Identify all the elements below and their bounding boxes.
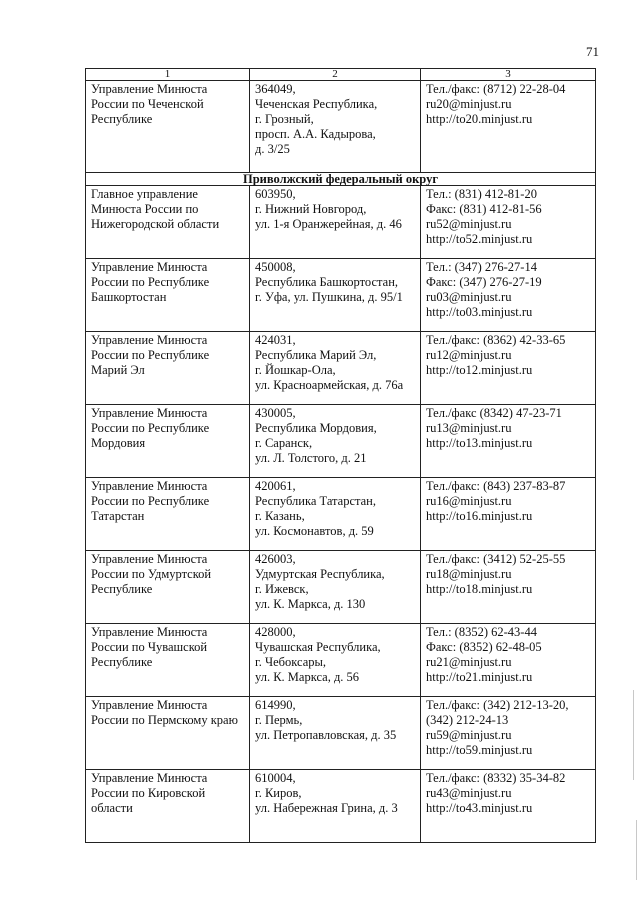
table-row bbox=[86, 81, 596, 173]
contacts-line: http://to21.minjust.ru bbox=[426, 670, 533, 684]
name-line: Управление Минюста bbox=[91, 260, 208, 274]
address-line: ул. Космонавтов, д. 59 bbox=[255, 524, 374, 538]
column-number-2: 2 bbox=[250, 69, 421, 81]
address-line: г. Чебоксары, bbox=[255, 655, 327, 669]
name-line: Управление Минюста bbox=[91, 406, 208, 420]
contacts-line: Тел./факс: (8362) 42-33-65 bbox=[426, 333, 566, 347]
name-line: Управление Минюста bbox=[91, 698, 208, 712]
name-line: Управление Минюста bbox=[91, 625, 208, 639]
contacts-line: Тел.: (831) 412-81-20 bbox=[426, 187, 537, 201]
contacts-line: http://to03.minjust.ru bbox=[426, 305, 533, 319]
cell-address bbox=[250, 697, 421, 770]
cell-contacts bbox=[421, 770, 596, 843]
address-line: 364049, bbox=[255, 82, 296, 96]
name-line: России по Республике bbox=[91, 348, 210, 362]
cell-address bbox=[250, 259, 421, 332]
contacts-line: ru20@minjust.ru bbox=[426, 97, 512, 111]
cell-address bbox=[250, 186, 421, 259]
name-line: России по Чеченской bbox=[91, 97, 204, 111]
contacts-line: (342) 212-24-13 bbox=[426, 713, 509, 727]
cell-contacts bbox=[421, 332, 596, 405]
name-line: Управление Минюста bbox=[91, 552, 208, 566]
contacts-line: Тел./факс: (8712) 22-28-04 bbox=[426, 82, 566, 96]
cell-contacts bbox=[421, 551, 596, 624]
contacts-line: ru43@minjust.ru bbox=[426, 786, 512, 800]
contacts-line: http://to13.minjust.ru bbox=[426, 436, 533, 450]
contacts-line: Факс: (831) 412-81-56 bbox=[426, 202, 542, 216]
address-line: ул. К. Маркса, д. 56 bbox=[255, 670, 360, 684]
contacts-line: ru16@minjust.ru bbox=[426, 494, 512, 508]
address-line: Республика Татарстан, bbox=[255, 494, 376, 508]
contacts-line: Тел./факс: (3412) 52-25-55 bbox=[426, 552, 566, 566]
cell-name bbox=[86, 697, 250, 770]
name-line: Марий Эл bbox=[91, 363, 145, 377]
address-line: г. Киров, bbox=[255, 786, 302, 800]
contacts-line: ru21@minjust.ru bbox=[426, 655, 512, 669]
ministry-offices-table bbox=[85, 68, 596, 843]
address-line: просп. А.А. Кадырова, bbox=[255, 127, 376, 141]
name-line: Башкортостан bbox=[91, 290, 167, 304]
scan-artifact-line bbox=[636, 820, 637, 880]
name-line: Республике bbox=[91, 655, 153, 669]
contacts-line: http://to16.minjust.ru bbox=[426, 509, 533, 523]
address-line: г. Уфа, ул. Пушкина, д. 95/1 bbox=[255, 290, 403, 304]
table-row bbox=[86, 551, 596, 624]
name-line: Управление Минюста bbox=[91, 479, 208, 493]
contacts-line: ru52@minjust.ru bbox=[426, 217, 512, 231]
address-line: г. Пермь, bbox=[255, 713, 303, 727]
name-line: России по Чувашской bbox=[91, 640, 208, 654]
cell-name bbox=[86, 259, 250, 332]
contacts-line: Тел./факс (8342) 47-23-71 bbox=[426, 406, 562, 420]
name-line: Нижегородской области bbox=[91, 217, 220, 231]
name-line: Управление Минюста bbox=[91, 771, 208, 785]
table-row bbox=[86, 332, 596, 405]
federal-district-title: Приволжский федеральный округ bbox=[86, 173, 596, 186]
scan-artifact-line bbox=[633, 690, 634, 780]
contacts-line: Тел.: (8352) 62-43-44 bbox=[426, 625, 537, 639]
cell-name bbox=[86, 770, 250, 843]
contacts-line: Тел.: (347) 276-27-14 bbox=[426, 260, 537, 274]
address-line: г. Саранск, bbox=[255, 436, 313, 450]
address-line: 450008, bbox=[255, 260, 296, 274]
contacts-line: ru18@minjust.ru bbox=[426, 567, 512, 581]
address-line: г. Казань, bbox=[255, 509, 305, 523]
cell-name bbox=[86, 332, 250, 405]
name-line: России по Республике bbox=[91, 421, 210, 435]
column-number-1: 1 bbox=[86, 69, 250, 81]
address-line: 614990, bbox=[255, 698, 296, 712]
address-line: ул. Набережная Грина, д. 3 bbox=[255, 801, 398, 815]
name-line: Татарстан bbox=[91, 509, 145, 523]
table-row bbox=[86, 186, 596, 259]
contacts-line: ru59@minjust.ru bbox=[426, 728, 512, 742]
address-line: Республика Мордовия, bbox=[255, 421, 377, 435]
contacts-line: http://to59.minjust.ru bbox=[426, 743, 533, 757]
column-number-3: 3 bbox=[421, 69, 596, 81]
contacts-line: ru12@minjust.ru bbox=[426, 348, 512, 362]
cell-contacts bbox=[421, 478, 596, 551]
table-row bbox=[86, 478, 596, 551]
cell-contacts bbox=[421, 405, 596, 478]
contacts-line: ru13@minjust.ru bbox=[426, 421, 512, 435]
contacts-line: ru03@minjust.ru bbox=[426, 290, 512, 304]
address-line: г. Нижний Новгород, bbox=[255, 202, 367, 216]
cell-address bbox=[250, 405, 421, 478]
contacts-line: Тел./факс: (843) 237-83-87 bbox=[426, 479, 566, 493]
contacts-line: Факс: (347) 276-27-19 bbox=[426, 275, 542, 289]
name-line: Управление Минюста bbox=[91, 82, 208, 96]
cell-name bbox=[86, 81, 250, 173]
table-row bbox=[86, 697, 596, 770]
address-line: г. Йошкар-Ола, bbox=[255, 363, 336, 377]
cell-address bbox=[250, 624, 421, 697]
address-line: 610004, bbox=[255, 771, 296, 785]
cell-name bbox=[86, 478, 250, 551]
address-line: Чувашская Республика, bbox=[255, 640, 381, 654]
address-line: 603950, bbox=[255, 187, 296, 201]
contacts-line: http://to20.minjust.ru bbox=[426, 112, 533, 126]
table-row bbox=[86, 259, 596, 332]
address-line: Республика Марий Эл, bbox=[255, 348, 377, 362]
contacts-line: Факс: (8352) 62-48-05 bbox=[426, 640, 542, 654]
name-line: России по Удмуртской bbox=[91, 567, 212, 581]
cell-contacts bbox=[421, 624, 596, 697]
contacts-line: Тел./факс: (342) 212-13-20, bbox=[426, 698, 569, 712]
address-line: ул. К. Маркса, д. 130 bbox=[255, 597, 366, 611]
address-line: Удмуртская Республика, bbox=[255, 567, 385, 581]
cell-address bbox=[250, 81, 421, 173]
cell-contacts bbox=[421, 259, 596, 332]
address-line: Чеченская Республика, bbox=[255, 97, 378, 111]
cell-address bbox=[250, 551, 421, 624]
contacts-line: http://to18.minjust.ru bbox=[426, 582, 533, 596]
contacts-line: http://to52.minjust.ru bbox=[426, 232, 533, 246]
table-row bbox=[86, 405, 596, 478]
cell-contacts bbox=[421, 186, 596, 259]
address-line: г. Грозный, bbox=[255, 112, 314, 126]
cell-contacts bbox=[421, 81, 596, 173]
address-line: 426003, bbox=[255, 552, 296, 566]
page-number: 71 bbox=[586, 44, 599, 59]
address-line: г. Ижевск, bbox=[255, 582, 309, 596]
address-line: ул. Петропавловская, д. 35 bbox=[255, 728, 397, 742]
name-line: Управление Минюста bbox=[91, 333, 208, 347]
address-line: 428000, bbox=[255, 625, 296, 639]
address-line: ул. 1-я Оранжерейная, д. 46 bbox=[255, 217, 402, 231]
address-line: д. 3/25 bbox=[255, 142, 290, 156]
address-line: 420061, bbox=[255, 479, 296, 493]
address-line: ул. Красноармейская, д. 76а bbox=[255, 378, 404, 392]
name-line: России по Республике bbox=[91, 494, 210, 508]
address-line: 430005, bbox=[255, 406, 296, 420]
name-line: Республике bbox=[91, 112, 153, 126]
address-line: 424031, bbox=[255, 333, 296, 347]
name-line: России по Кировской bbox=[91, 786, 206, 800]
contacts-line: http://to12.minjust.ru bbox=[426, 363, 533, 377]
name-line: России по Республике bbox=[91, 275, 210, 289]
cell-address bbox=[250, 770, 421, 843]
federal-district-row bbox=[86, 173, 596, 186]
name-line: Главное управление bbox=[91, 187, 198, 201]
cell-name bbox=[86, 624, 250, 697]
contacts-line: Тел./факс: (8332) 35-34-82 bbox=[426, 771, 566, 785]
cell-name bbox=[86, 551, 250, 624]
cell-name bbox=[86, 405, 250, 478]
table-row bbox=[86, 770, 596, 843]
name-line: области bbox=[91, 801, 133, 815]
table-row bbox=[86, 624, 596, 697]
column-number-row bbox=[86, 69, 596, 81]
cell-address bbox=[250, 332, 421, 405]
contacts-line: http://to43.minjust.ru bbox=[426, 801, 533, 815]
name-line: Республике bbox=[91, 582, 153, 596]
address-line: ул. Л. Толстого, д. 21 bbox=[255, 451, 367, 465]
name-line: России по Пермскому краю bbox=[91, 713, 238, 727]
name-line: Минюста России по bbox=[91, 202, 199, 216]
cell-address bbox=[250, 478, 421, 551]
cell-contacts bbox=[421, 697, 596, 770]
cell-name bbox=[86, 186, 250, 259]
name-line: Мордовия bbox=[91, 436, 146, 450]
address-line: Республика Башкортостан, bbox=[255, 275, 399, 289]
